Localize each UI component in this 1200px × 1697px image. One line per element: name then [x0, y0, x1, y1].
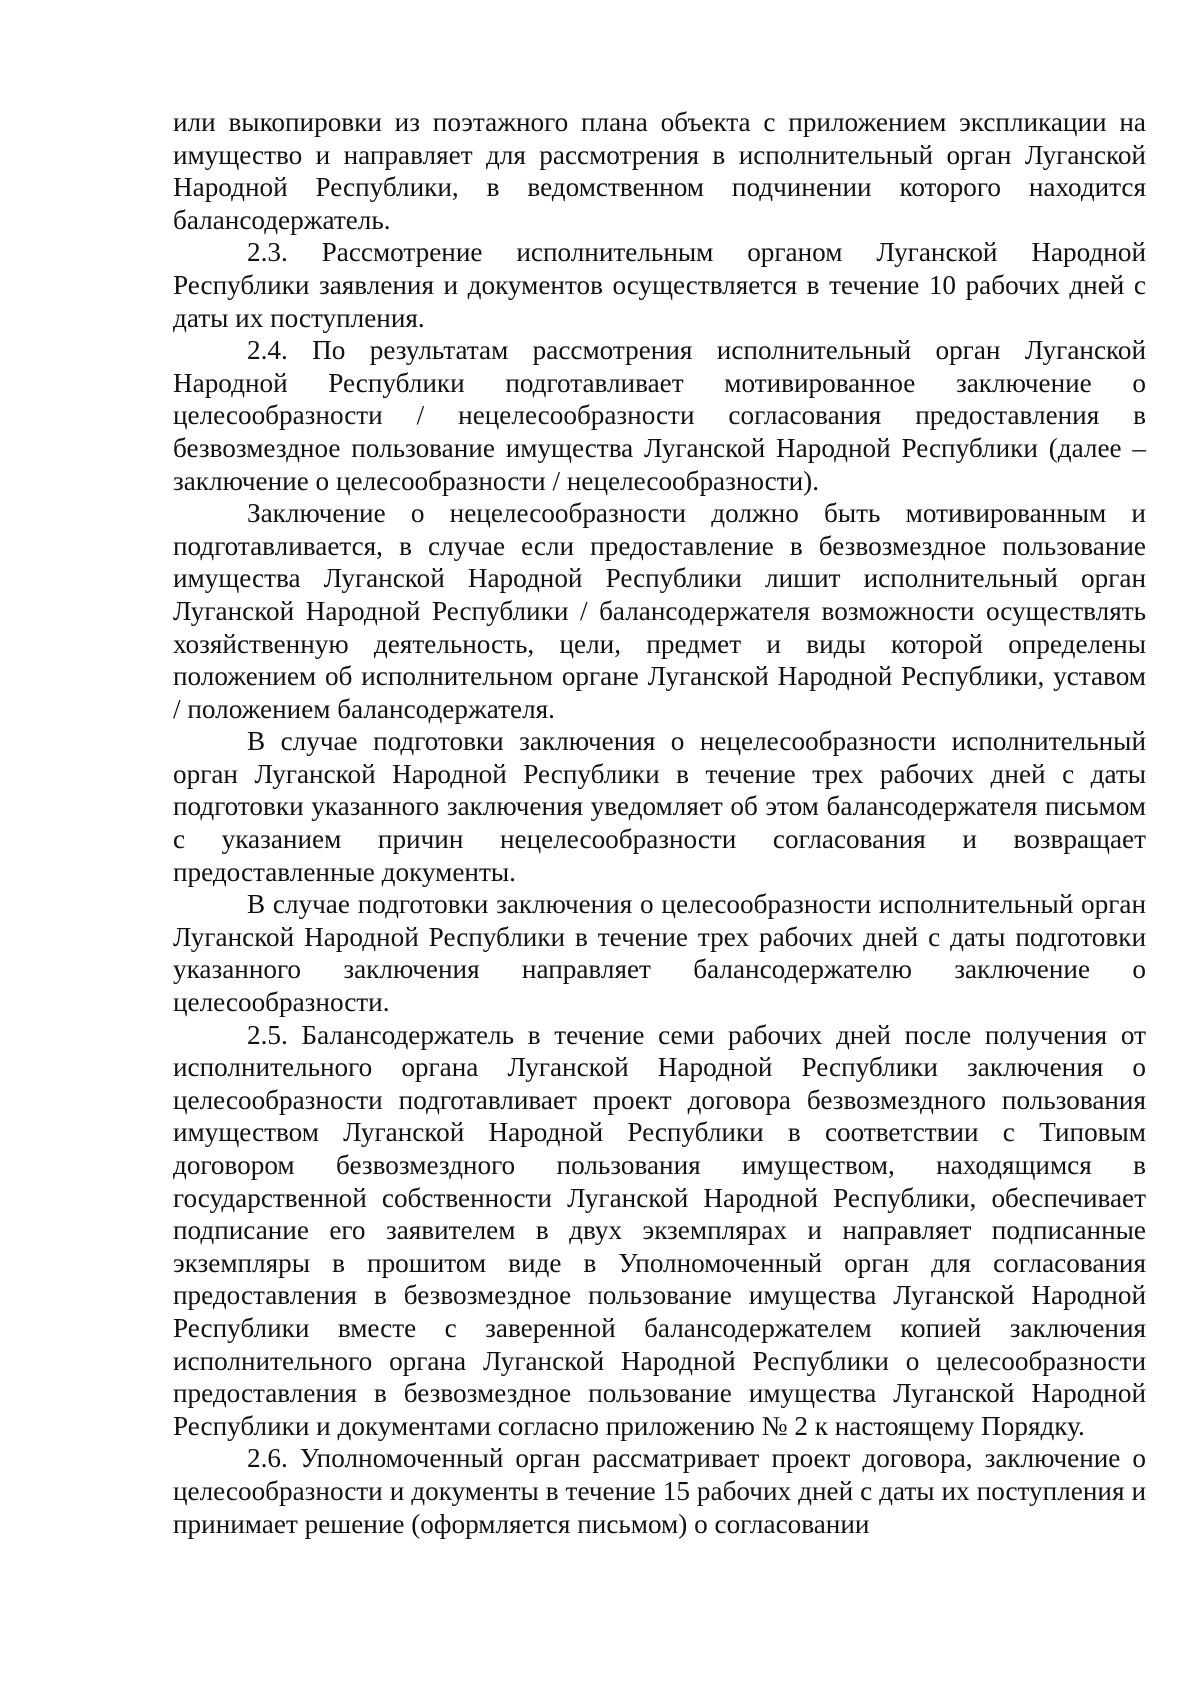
paragraph-2-3: 2.3. Рассмотрение исполнительным органом Луганской Народной Республики заявления и документов осуществляется в течение 10 рабочих дней с даты их поступления. — [173, 237, 1146, 333]
document-page — [173, 106, 1146, 1540]
paragraph-2-6: 2.6. Уполномоченный орган рассматривает проект договора, заключение о целесообразности и документы в течение 15 рабочих дней с даты их поступления и принимает решение (оформляется письмом) о согласовании — [173, 1443, 1146, 1539]
paragraph-2-4: 2.4. По результатам рассмотрения исполнительный орган Луганской Народной Республики подготавливает мотивированное заключение о целесообразности / нецелесообразности согласования предоставления в безвозмездное пользование имущества Луганской Народной Республики (далее – заключение о целесообразности / нецелесообразности). — [173, 335, 1146, 496]
paragraph-2-5: 2.5. Балансодержатель в течение семи рабочих дней после получения от исполнительного органа Луганской Народной Республики заключения о целесообразности подготавливает проект договора безвозмездного пользования имуществом Луганской Народной Республики в соответствии с Типовым договором безвозмездного пользования имуществом, находящимся в государственной собственности Луганской Народной Республики, обеспечивает подписание его заявителем в двух экземплярах и направляет подписанные экземпляры в прошитом виде в Уполномоченный орган для согласования предоставления в безвозмездное пользование имущества Луганской Народной Республики вместе с заверенной балансодержателем копией заключения исполнительного органа Луганской Народной Республики о целесообразности предоставления в безвозмездное пользование имущества Луганской Народной Республики и документами согласно приложению № 2 к настоящему Порядку. — [173, 1019, 1146, 1441]
paragraph-conclusion-inexpediency: Заключение о нецелесообразности должно быть мотивированным и подготавливается, в случае если предоставление в безвозмездное пользование имущества Луганской Народной Республики лишит исполнительный орган Луганской Народной Республики / балансодержателя возможности осуществлять хозяйственную деятельность, цели, предмет и виды которой определены положением об исполнительном органе Луганской Народной Республики, уставом / положением балансодержателя. — [173, 498, 1146, 724]
paragraph-continuation: или выкопировки из поэтажного плана объекта с приложением экспликации на имущество и направляет для рассмотрения в исполнительный орган Луганской Народной Республики, в ведомственном подчинении которого находится балансодержатель. — [173, 107, 1146, 235]
paragraph-case-expediency: В случае подготовки заключения о целесообразности исполнительный орган Луганской Народной Республики в течение трех рабочих дней с даты подготовки указанного заключения направляет балансодержателю заключение о целесообразности. — [173, 889, 1146, 1018]
paragraph-case-inexpediency: В случае подготовки заключения о нецелесообразности исполнительный орган Луганской Народной Республики в течение трех рабочих дней с даты подготовки указанного заключения уведомляет об этом балансодержателя письмом с указанием причин нецелесообразности согласования и возвращает предоставленные документы. — [173, 726, 1146, 887]
